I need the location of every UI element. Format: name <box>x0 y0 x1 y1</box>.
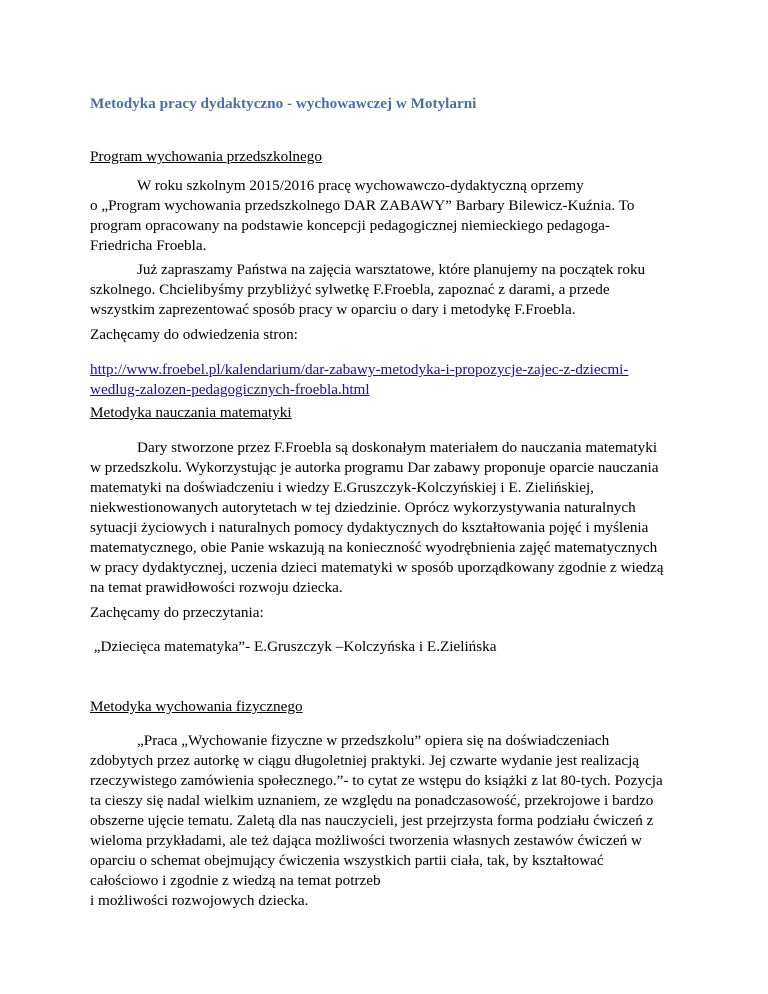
text-line: program opracowany na podstawie koncepcji pedagogicznej niemieckiego pedagoga- <box>90 217 610 234</box>
text-line: wszystkim zaprezentować sposób pracy w oparciu o dary i metodykę F.Froebla. <box>90 301 576 318</box>
text-line: obszerne ujęcie tematu. Zaletą dla nas nauczycieli, jest przejrzysta forma podziału ćwiczeń z <box>90 812 654 829</box>
text-line: „Praca „Wychowanie fizyczne w przedszkolu” opiera się na doświadczeniach <box>137 732 610 749</box>
heading-math: Metodyka nauczania matematyki <box>90 404 292 421</box>
link-line[interactable]: wedlug-zalozen-pedagogicznych-froebla.html <box>90 381 370 398</box>
text-line: oparciu o schemat obejmujący ćwiczenia wszystkich partii ciała, tak, by kształtować <box>90 852 604 869</box>
text-line: i możliwości rozwojowych dziecka. <box>90 892 309 909</box>
paragraph-workshop-invite <box>90 260 690 320</box>
text-line: szkolnego. Chcielibyśmy przybliżyć sylwetkę F.Froebla, zapoznać z darami, a przede <box>90 281 610 298</box>
paragraph-pe <box>90 731 690 911</box>
heading-program: Program wychowania przedszkolnego <box>90 148 322 165</box>
text-line: niekwestionowanych autorytetach w tej dziedzinie. Oprócz wykorzystywania naturalnych <box>90 499 636 516</box>
book-reference: „Dziecięca matematyka”- E.Gruszczyk –Kolczyńska i E.Zielińska <box>90 638 497 655</box>
text-line: na temat prawidłowości rozwoju dziecka. <box>90 579 343 596</box>
heading-pe: Metodyka wychowania fizycznego <box>90 698 303 715</box>
text-line: ta cieszy się nadal wielkim uznaniem, ze względu na ponadczasowość, przekrojowe i bardzo <box>90 792 654 809</box>
paragraph-read-invite: Zachęcamy do przeczytania: <box>90 604 264 621</box>
page-title: Metodyka pracy dydaktyczno - wychowawczej w Motylarni <box>90 95 477 112</box>
paragraph-program-intro <box>90 176 690 256</box>
text-line: zdobytych przez autorkę w ciągu długoletniej praktyki. Jej czwarte wydanie jest realizacją <box>90 752 640 769</box>
froebel-link[interactable] <box>90 360 690 400</box>
text-line: w przedszkolu. Wykorzystując je autorka programu Dar zabawy proponuje oparcie nauczania <box>90 459 659 476</box>
text-line: w pracy dydaktycznej, uczenia dzieci matematyki w sposób uporządkowany zgodnie z wiedzą <box>90 559 664 576</box>
text-line: Friedricha Froebla. <box>90 237 207 254</box>
text-line: matematyki na doświadczeniu i wiedzy E.Gruszczyk-Kolczyńskiej i E. Zielińskiej, <box>90 479 594 496</box>
text-line: W roku szkolnym 2015/2016 pracę wychowawczo-dydaktyczną oprzemy <box>137 177 584 194</box>
paragraph-visit-sites: Zachęcamy do odwiedzenia stron: <box>90 326 298 343</box>
text-line: wieloma przykładami, ale też dająca możliwości tworzenia własnych zestawów ćwiczeń w <box>90 832 643 849</box>
text-line: sytuacji życiowych i naturalnych pomocy dydaktycznych do kształtowania pojęć i myślenia <box>90 519 649 536</box>
text-line: o „Program wychowania przedszkolnego DAR ZABAWY” Barbary Bilewicz-Kuźnia. To <box>90 197 635 214</box>
link-line[interactable]: http://www.froebel.pl/kalendarium/dar-zabawy-metodyka-i-propozycje-zajec-z-dziecmi- <box>90 361 629 378</box>
text-line: matematycznego, obie Panie wskazują na konieczność wyodrębnienia zajęć matematycznych <box>90 539 658 556</box>
text-line: Dary stworzone przez F.Froebla są doskonałym materiałem do nauczania matematyki <box>137 439 658 456</box>
text-line: rzeczywistego zamówienia społecznego.”- to cytat ze wstępu do książki z lat 80-tych. Pozycja <box>90 772 663 789</box>
text-line: całościowo i zgodnie z wiedzą na temat potrzeb <box>90 872 381 889</box>
text-line: Już zapraszamy Państwa na zajęcia warsztatowe, które planujemy na początek roku <box>137 261 646 278</box>
paragraph-math <box>90 438 690 598</box>
